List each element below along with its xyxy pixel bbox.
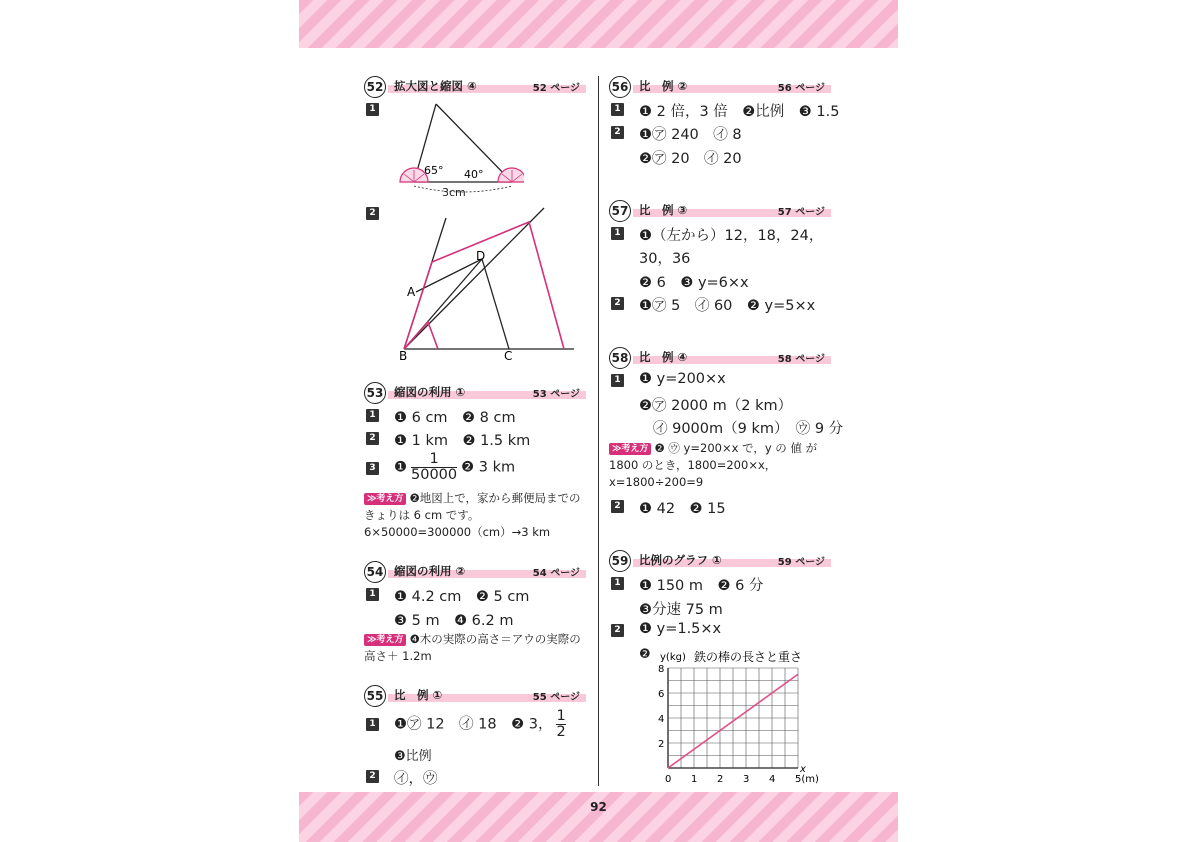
fraction-denominator: 50000 — [411, 467, 458, 483]
question-number-box: 3 — [366, 462, 379, 475]
section-page-ref: 58 ページ — [777, 354, 825, 365]
section-header — [364, 685, 586, 707]
question-number-box: 2 — [366, 207, 379, 220]
point-label-a: A — [407, 285, 416, 299]
answer-line: ❶ 2 倍，3 倍 ❷比例 ❸ 1.5 — [639, 104, 840, 120]
section-header — [364, 76, 586, 98]
answer-line: 30，36 — [639, 251, 691, 267]
answer-line: ㋑ 9000m（9 km） ㋒ 9 分 — [653, 421, 844, 437]
section-page-ref: 59 ページ — [777, 557, 825, 568]
answer-line: ❷㋐ 20 ㋑ 20 — [639, 151, 742, 167]
question-number-box: 1 — [611, 374, 624, 387]
page-number: 92 — [590, 800, 607, 814]
answer-line: ❶㋐ 5 ㋑ 60 ❷ y=5×x — [639, 298, 816, 314]
explanation-line: ❷地図上で，家から郵便局までの — [409, 491, 581, 505]
question-number-box: 1 — [366, 718, 379, 731]
section-header — [609, 200, 831, 222]
section-page-ref: 57 ページ — [777, 207, 825, 218]
section-page-ref: 52 ページ — [532, 83, 580, 94]
x-tick-label: 2 — [717, 774, 724, 785]
section-header — [364, 382, 586, 404]
x-axis-label: x — [800, 764, 806, 775]
y-tick-label: 4 — [658, 714, 665, 725]
section-title: 比 例 ④ — [639, 350, 688, 364]
explanation-note — [364, 631, 581, 665]
answer-text: ❶㋐ 12 ㋑ 18 ❷ 3， — [394, 716, 553, 733]
y-axis-label: y(kg) — [660, 652, 686, 663]
answer-line: ❷ — [639, 647, 651, 662]
point-label-c: C — [504, 349, 513, 363]
section-page-ref: 54 ページ — [532, 568, 580, 579]
answer-line: ❶ 6 cm ❷ 8 cm — [394, 410, 516, 426]
question-number-box: 1 — [366, 409, 379, 422]
explanation-line: きょりは 6 cm です。 — [364, 508, 480, 522]
protractor-triangle-figure — [394, 100, 524, 200]
answer-line: ❷㋐ 2000 m（2 km） — [639, 398, 793, 414]
question-number-box: 2 — [366, 770, 379, 783]
point-label-d: D — [476, 249, 486, 263]
section-header — [609, 76, 831, 98]
answer-line: ❸比例 — [394, 749, 432, 764]
answer-line: ❶（左から）12，18，24， — [639, 228, 824, 244]
question-number-box: 2 — [611, 297, 624, 310]
section-header — [609, 550, 831, 572]
explanation-line: ❷ ㋒ y=200×x で，y の 値 が — [654, 441, 818, 455]
length-label: 3cm — [442, 186, 466, 199]
y-tick-label: 8 — [658, 664, 665, 675]
section-number: 55 — [364, 685, 386, 707]
section-title: 比 例 ③ — [639, 203, 688, 217]
point-label-b: B — [399, 349, 408, 363]
answer-line: ❶ y=1.5×x — [639, 621, 722, 637]
question-number-box: 1 — [611, 103, 624, 116]
answer-line: ❶ 42 ❷ 15 — [639, 501, 726, 517]
answer-line-fraction — [394, 452, 515, 483]
answer-line: ❶㋐ 240 ㋑ 8 — [639, 127, 742, 143]
answer-line-fraction — [394, 709, 570, 740]
answer-line: ❸ 5 m ❹ 6.2 m — [394, 613, 514, 629]
explanation-note — [609, 440, 817, 491]
section-number: 54 — [364, 561, 386, 583]
explanation-line: 6×50000=300000（cm）→3 km — [364, 525, 551, 539]
question-number-box: 1 — [611, 577, 624, 590]
section-title: 拡大図と縮図 ④ — [394, 79, 477, 93]
fraction-denominator: 2 — [556, 724, 566, 740]
explanation-line: 高さ＋ 1.2m — [364, 649, 432, 663]
chart-title: 鉄の棒の長さと重さ — [694, 650, 803, 664]
answer-prefix: ❶ — [394, 459, 407, 476]
fraction-numerator: 1 — [556, 708, 566, 724]
explanation-line: 1800 のとき，1800=200×x， — [609, 458, 777, 472]
angle-label-65: 65° — [424, 164, 444, 177]
explanation-note — [364, 490, 581, 541]
section-title: 比例のグラフ ① — [639, 553, 722, 567]
answer-line: ㋑，㋒ — [394, 771, 438, 787]
answer-line: ❷ 6 ❸ y=6×x — [639, 275, 749, 291]
column-divider — [598, 76, 599, 786]
question-number-box: 2 — [366, 432, 379, 445]
fraction — [411, 452, 457, 483]
answer-line: ❶ y=200×x — [639, 371, 726, 387]
section-number: 56 — [609, 76, 631, 98]
answer-line: ❶ 150 m ❷ 6 分 — [639, 578, 764, 594]
section-title: 比 例 ② — [639, 79, 688, 93]
y-tick-label: 2 — [658, 739, 665, 750]
chart-ticks — [658, 664, 819, 785]
x-tick-label: 5(m) — [795, 774, 819, 785]
section-number: 53 — [364, 382, 386, 404]
bottom-decorative-stripe — [299, 792, 898, 842]
x-tick-label: 4 — [769, 774, 776, 785]
answer-line: ❶ 1 km ❷ 1.5 km — [394, 433, 531, 449]
top-decorative-stripe — [299, 0, 898, 48]
explanation-line: ❹木の実際の高さ＝アウの実際の — [409, 632, 581, 646]
question-number-box: 1 — [366, 103, 379, 116]
x-tick-label: 3 — [743, 774, 750, 785]
section-title: 縮図の利用 ② — [394, 564, 466, 578]
question-number-box: 1 — [611, 227, 624, 240]
section-number: 58 — [609, 347, 631, 369]
question-number-box: 2 — [611, 500, 624, 513]
section-title: 比 例 ① — [394, 688, 443, 702]
x-tick-label: 1 — [691, 774, 698, 785]
y-tick-label: 6 — [658, 689, 665, 700]
section-number: 59 — [609, 550, 631, 572]
section-page-ref: 55 ページ — [532, 692, 580, 703]
answer-suffix: ❷ 3 km — [461, 459, 516, 476]
explanation-tag: ≫考え方 — [364, 493, 406, 505]
fraction-numerator: 1 — [429, 451, 439, 467]
section-number: 52 — [364, 76, 386, 98]
explanation-line: x=1800÷200=9 — [609, 475, 704, 489]
proportion-graph — [650, 646, 830, 788]
section-number: 57 — [609, 200, 631, 222]
x-tick-label: 0 — [665, 774, 672, 785]
section-page-ref: 53 ページ — [532, 389, 580, 400]
answer-line: ❶ 4.2 cm ❷ 5 cm — [394, 589, 530, 605]
explanation-tag: ≫考え方 — [609, 443, 651, 455]
question-number-box: 2 — [611, 624, 624, 637]
section-page-ref: 56 ページ — [777, 83, 825, 94]
answer-line: ❸分速 75 m — [639, 602, 723, 618]
section-header — [364, 561, 586, 583]
section-header — [609, 347, 831, 369]
question-number-box: 2 — [611, 126, 624, 139]
question-number-box: 1 — [366, 588, 379, 601]
fraction — [556, 709, 565, 740]
enlargement-figure — [394, 204, 584, 364]
explanation-tag: ≫考え方 — [364, 634, 406, 646]
section-title: 縮図の利用 ① — [394, 385, 466, 399]
angle-label-40: 40° — [464, 168, 484, 181]
